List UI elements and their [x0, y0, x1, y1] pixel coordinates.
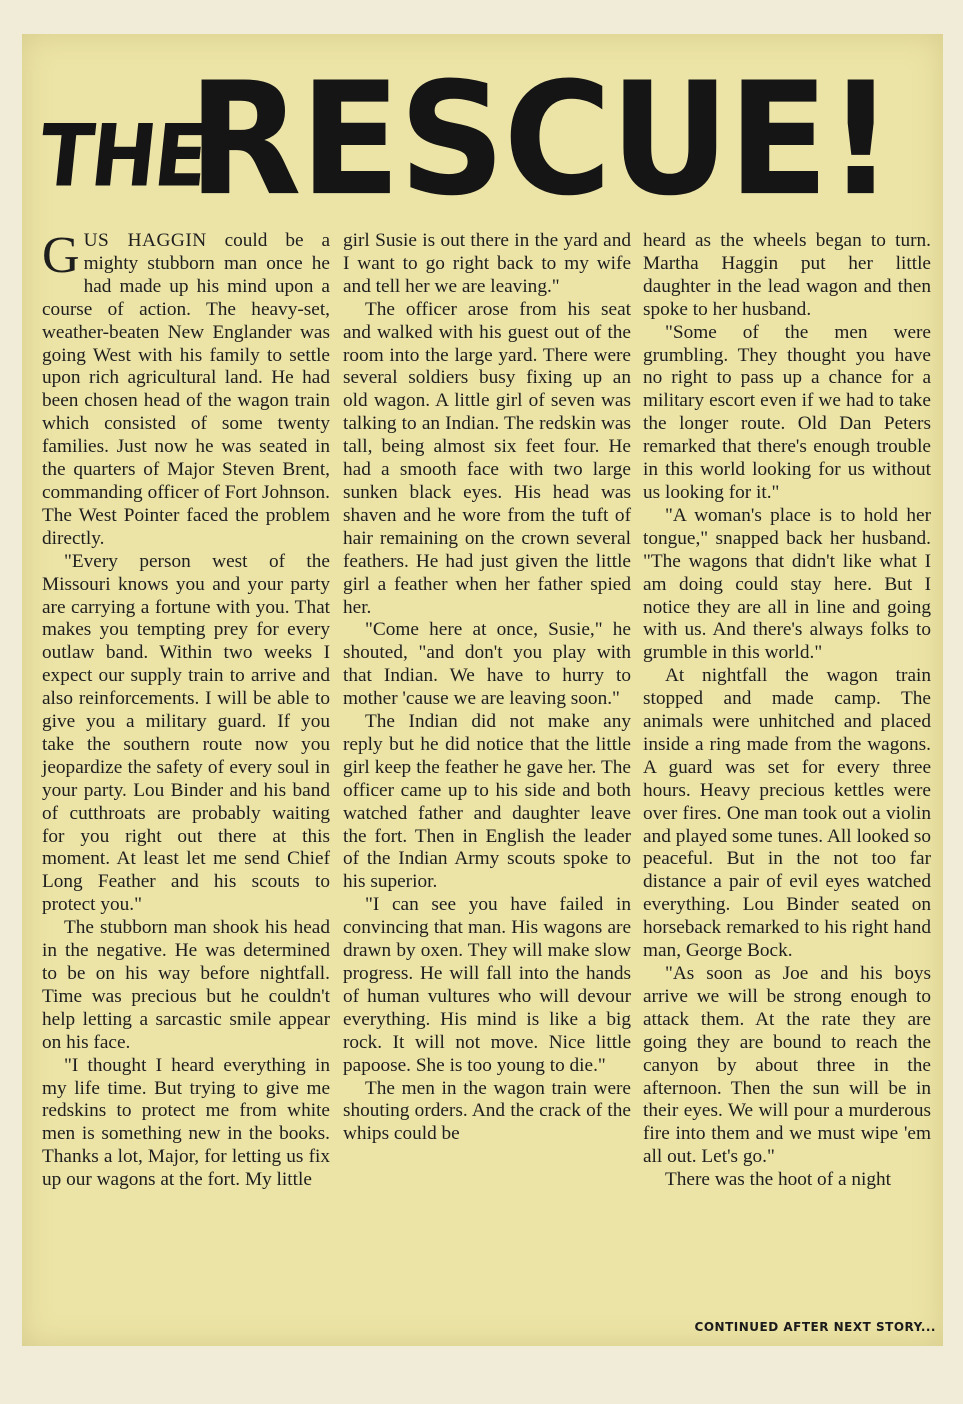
paragraph: "A woman's place is to hold her tongue," snapped back her husband. "The wagons that didn't like what I am doing could stay here. But I notice they are all in line and going with us. And there's always folks to grumble in this world." [643, 504, 931, 664]
text-column-3 [643, 230, 931, 1192]
paragraph-continued: girl Susie is out there in the yard and I want to go right back to my wife and tell her we are leaving." [343, 230, 631, 297]
text-column-2 [343, 230, 631, 1146]
title-main: RESCUE! [188, 48, 893, 231]
paragraph: The Indian did not make any reply but he did notice that the little girl keep the feather he gave her. The officer came up to his side and both watched father and daughter leave the fort. Then in English the leader of the Indian Army scouts spoke to his superior. [343, 711, 631, 893]
drop-cap: G [42, 227, 80, 284]
paragraph: "I can see you have failed in convincing that man. His wagons are drawn by oxen. They will make slow progress. He will fall into the hands of human vultures who will devour everything. His mind is like a big rock. It will not move. Nice little papoose. She is too young to die." [343, 894, 631, 1076]
lead-caps: US HAGGIN [83, 230, 207, 251]
continued-note: CONTINUED AFTER NEXT STORY... [694, 1320, 936, 1334]
lead-text: could be a mighty stubborn man once he had made up his mind upon a course of action. The heavy-set, weather-beaten New Englander was going West with his family to settle upon rich agricultural land. He had been chosen head of the wagon train which consisted of some twenty families. Just now he was seated in the quarters of Major Steven Brent, commanding officer of Fort Johnson. The West Pointer faced the problem directly. [42, 230, 330, 549]
paragraph: "Some of the men were grumbling. They thought you have no right to pass up a chance for a military escort even if we had to take the longer route. Old Dan Peters remarked that there's enough trouble in this world looking for us without us looking for it." [643, 321, 931, 503]
paragraph: There was the hoot of a night [665, 1169, 891, 1191]
paragraph: "As soon as Joe and his boys arrive we will be strong enough to attack them. At the rate they are going they are bound to reach the canyon by about three in the afternoon. Then the sun will be in their eyes. We will pour a murderous fire into them and we must wipe 'em all out. Let's go." [643, 963, 931, 1168]
paragraph: At nightfall the wagon train stopped and made camp. The animals were unhitched and placed inside a ring made from the wagons. A guard was set for every three hours. Heavy precious kettles were over fires. One man took out a violin and played some tunes. All looked so peaceful. But in the not too far distance a pair of evil eyes watched everything. Lou Binder seated on horseback remarked to his right hand man, George Bock. [643, 665, 931, 962]
title-prefix: THE [34, 107, 211, 207]
lead-paragraph [42, 227, 330, 551]
story-title [34, 48, 940, 231]
paragraph: The stubborn man shook his head in the negative. He was determined to be on his way before nightfall. Time was precious but he couldn't help letting a sarcastic smile appear on his face. [42, 917, 330, 1053]
text-column-1 [42, 227, 330, 1192]
paragraph: "Every person west of the Missouri knows you and your party are carrying a fortune with you. That makes you tempting prey for every outlaw band. Within two weeks I expect our supply train to arrive and also reinforcements. I will be able to give you a military guard. If you take the southern route now you jeopardize the safety of every soul in your party. Lou Binder and his band of cutthroats are probably waiting for you right out there at this moment. At least let me send Chief Long Feather and his scouts to protect you." [42, 550, 330, 916]
paragraph: "I thought I heard everything in my life time. But trying to give me redskins to protect me from white men is something new in the books. Thanks a lot, Major, for letting us fix up our wagons at the fort. My little [42, 1054, 330, 1191]
paragraph-continued: heard as the wheels began to turn. Martha Haggin put her little daughter in the lead wagon and then spoke to her husband. [643, 230, 931, 320]
paragraph: "Come here at once, Susie," he shouted, "and don't you play with that Indian. We have to hurry to mother 'cause we are leaving soon." [343, 619, 631, 710]
paragraph: The men in the wagon train were shouting orders. And the crack of the whips could be [343, 1077, 631, 1145]
paragraph: The officer arose from his seat and walked with his guest out of the room into the large yard. There were several soldiers busy fixing up an old wagon. A little girl of seven was talking to an Indian. The redskin was tall, being almost six feet four. He had a smooth face with two large sunken black eyes. His head was shaven and he wore from the tuft of hair remaining on the crown several feathers. He had just given the little girl a feather when her father spied her. [343, 298, 631, 618]
